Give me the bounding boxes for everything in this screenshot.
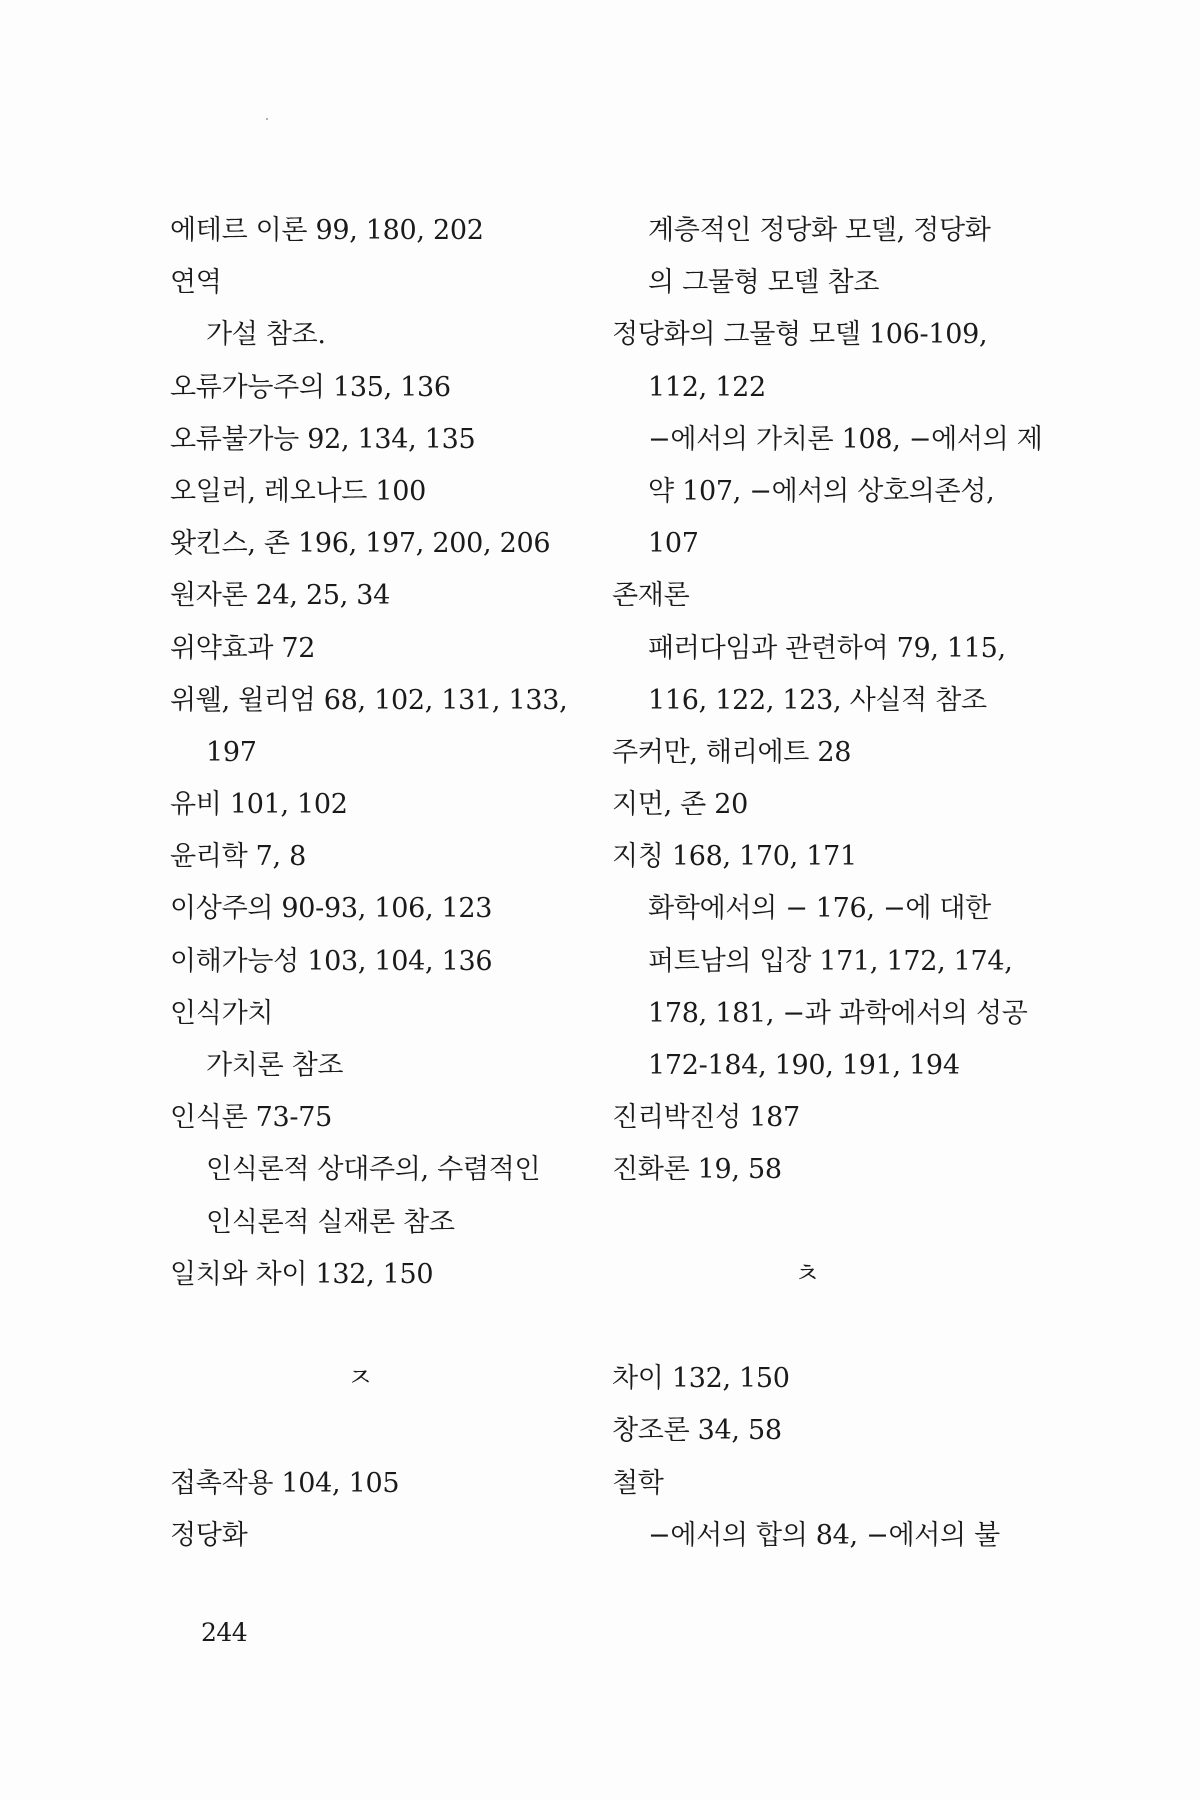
index-entry: 에테르 이론 99, 180, 202 bbox=[170, 215, 484, 246]
index-entry: 오류가능주의 135, 136 bbox=[170, 371, 451, 403]
index-subentry: 약 107, −에서의 상호의존성, bbox=[648, 475, 995, 507]
scan-speck bbox=[266, 118, 268, 120]
index-entry: 접촉작용 104, 105 bbox=[170, 1467, 400, 1499]
index-entry: 지칭 168, 170, 171 bbox=[612, 841, 857, 873]
page-number: 244 bbox=[201, 1618, 248, 1647]
blank-line bbox=[612, 1197, 1032, 1249]
index-entry: 정당화 bbox=[170, 1519, 248, 1551]
index-subentry: 197 bbox=[206, 736, 257, 768]
index-subentry: 화학에서의 − 176, −에 대한 bbox=[648, 893, 991, 925]
index-subentry: 인식론적 실재론 참조 bbox=[206, 1206, 455, 1238]
index-subentry: 116, 122, 123, 사실적 참조 bbox=[648, 684, 987, 716]
index-entry: 철학 bbox=[612, 1467, 664, 1499]
index-entry: 진화론 19, 58 bbox=[612, 1154, 782, 1186]
index-entry: 유비 101, 102 bbox=[170, 789, 348, 821]
index-entry: 위약효과 72 bbox=[170, 632, 316, 664]
index-subentry: 가치론 참조 bbox=[206, 1050, 344, 1081]
section-heading: ㅊ bbox=[794, 1258, 820, 1290]
index-subentry: 가설 참조. bbox=[206, 319, 326, 351]
index-subentry: 계층적인 정당화 모델, 정당화 bbox=[648, 215, 991, 246]
index-entry: 이상주의 90-93, 106, 123 bbox=[170, 893, 493, 925]
index-subentry: 인식론적 상대주의, 수렴적인 bbox=[206, 1154, 541, 1186]
blank-line bbox=[170, 1405, 590, 1457]
index-entry: 존재론 bbox=[612, 580, 690, 612]
index-entry: 인식가치 bbox=[170, 997, 274, 1029]
index-entry: 오류불가능 92, 134, 135 bbox=[170, 423, 476, 455]
index-entry: 오일러, 레오나드 100 bbox=[170, 475, 426, 507]
index-entry: 연역 bbox=[170, 267, 222, 299]
index-entry: 윤리학 7, 8 bbox=[170, 841, 306, 873]
index-subentry: 의 그물형 모델 참조 bbox=[648, 267, 880, 299]
index-subentry: −에서의 가치론 108, −에서의 제 bbox=[648, 423, 1043, 455]
index-entry: 주커만, 해리에트 28 bbox=[612, 736, 852, 768]
index-subentry: −에서의 합의 84, −에서의 불 bbox=[648, 1519, 1000, 1551]
index-subentry: 172-184, 190, 191, 194 bbox=[648, 1050, 960, 1081]
index-entry: 원자론 24, 25, 34 bbox=[170, 580, 391, 612]
index-entry: 정당화의 그물형 모델 106-109, bbox=[612, 319, 988, 351]
index-subentry: 퍼트남의 입장 171, 172, 174, bbox=[648, 945, 1013, 977]
section-heading: ㅈ bbox=[347, 1363, 373, 1395]
index-subentry: 178, 181, −과 과학에서의 성공 bbox=[648, 997, 1028, 1029]
index-entry: 일치와 차이 132, 150 bbox=[170, 1258, 434, 1290]
index-subentry: 112, 122 bbox=[648, 371, 766, 403]
index-entry: 차이 132, 150 bbox=[612, 1363, 790, 1395]
blank-line bbox=[612, 1301, 1032, 1353]
index-subentry: 107 bbox=[648, 528, 699, 560]
index-entry: 인식론 73-75 bbox=[170, 1102, 332, 1134]
index-column-right bbox=[612, 205, 1043, 1562]
blank-line bbox=[170, 1301, 590, 1353]
index-entry: 위웰, 윌리엄 68, 102, 131, 133, bbox=[170, 684, 568, 716]
index-subentry: 패러다임과 관련하여 79, 115, bbox=[648, 632, 1006, 664]
index-entry: 이해가능성 103, 104, 136 bbox=[170, 945, 493, 977]
index-entry: 진리박진성 187 bbox=[612, 1102, 800, 1134]
index-entry: 왓킨스, 존 196, 197, 200, 206 bbox=[170, 528, 551, 560]
index-entry: 지먼, 존 20 bbox=[612, 789, 748, 821]
index-column-left bbox=[170, 205, 590, 1562]
index-entry: 창조론 34, 58 bbox=[612, 1415, 782, 1447]
